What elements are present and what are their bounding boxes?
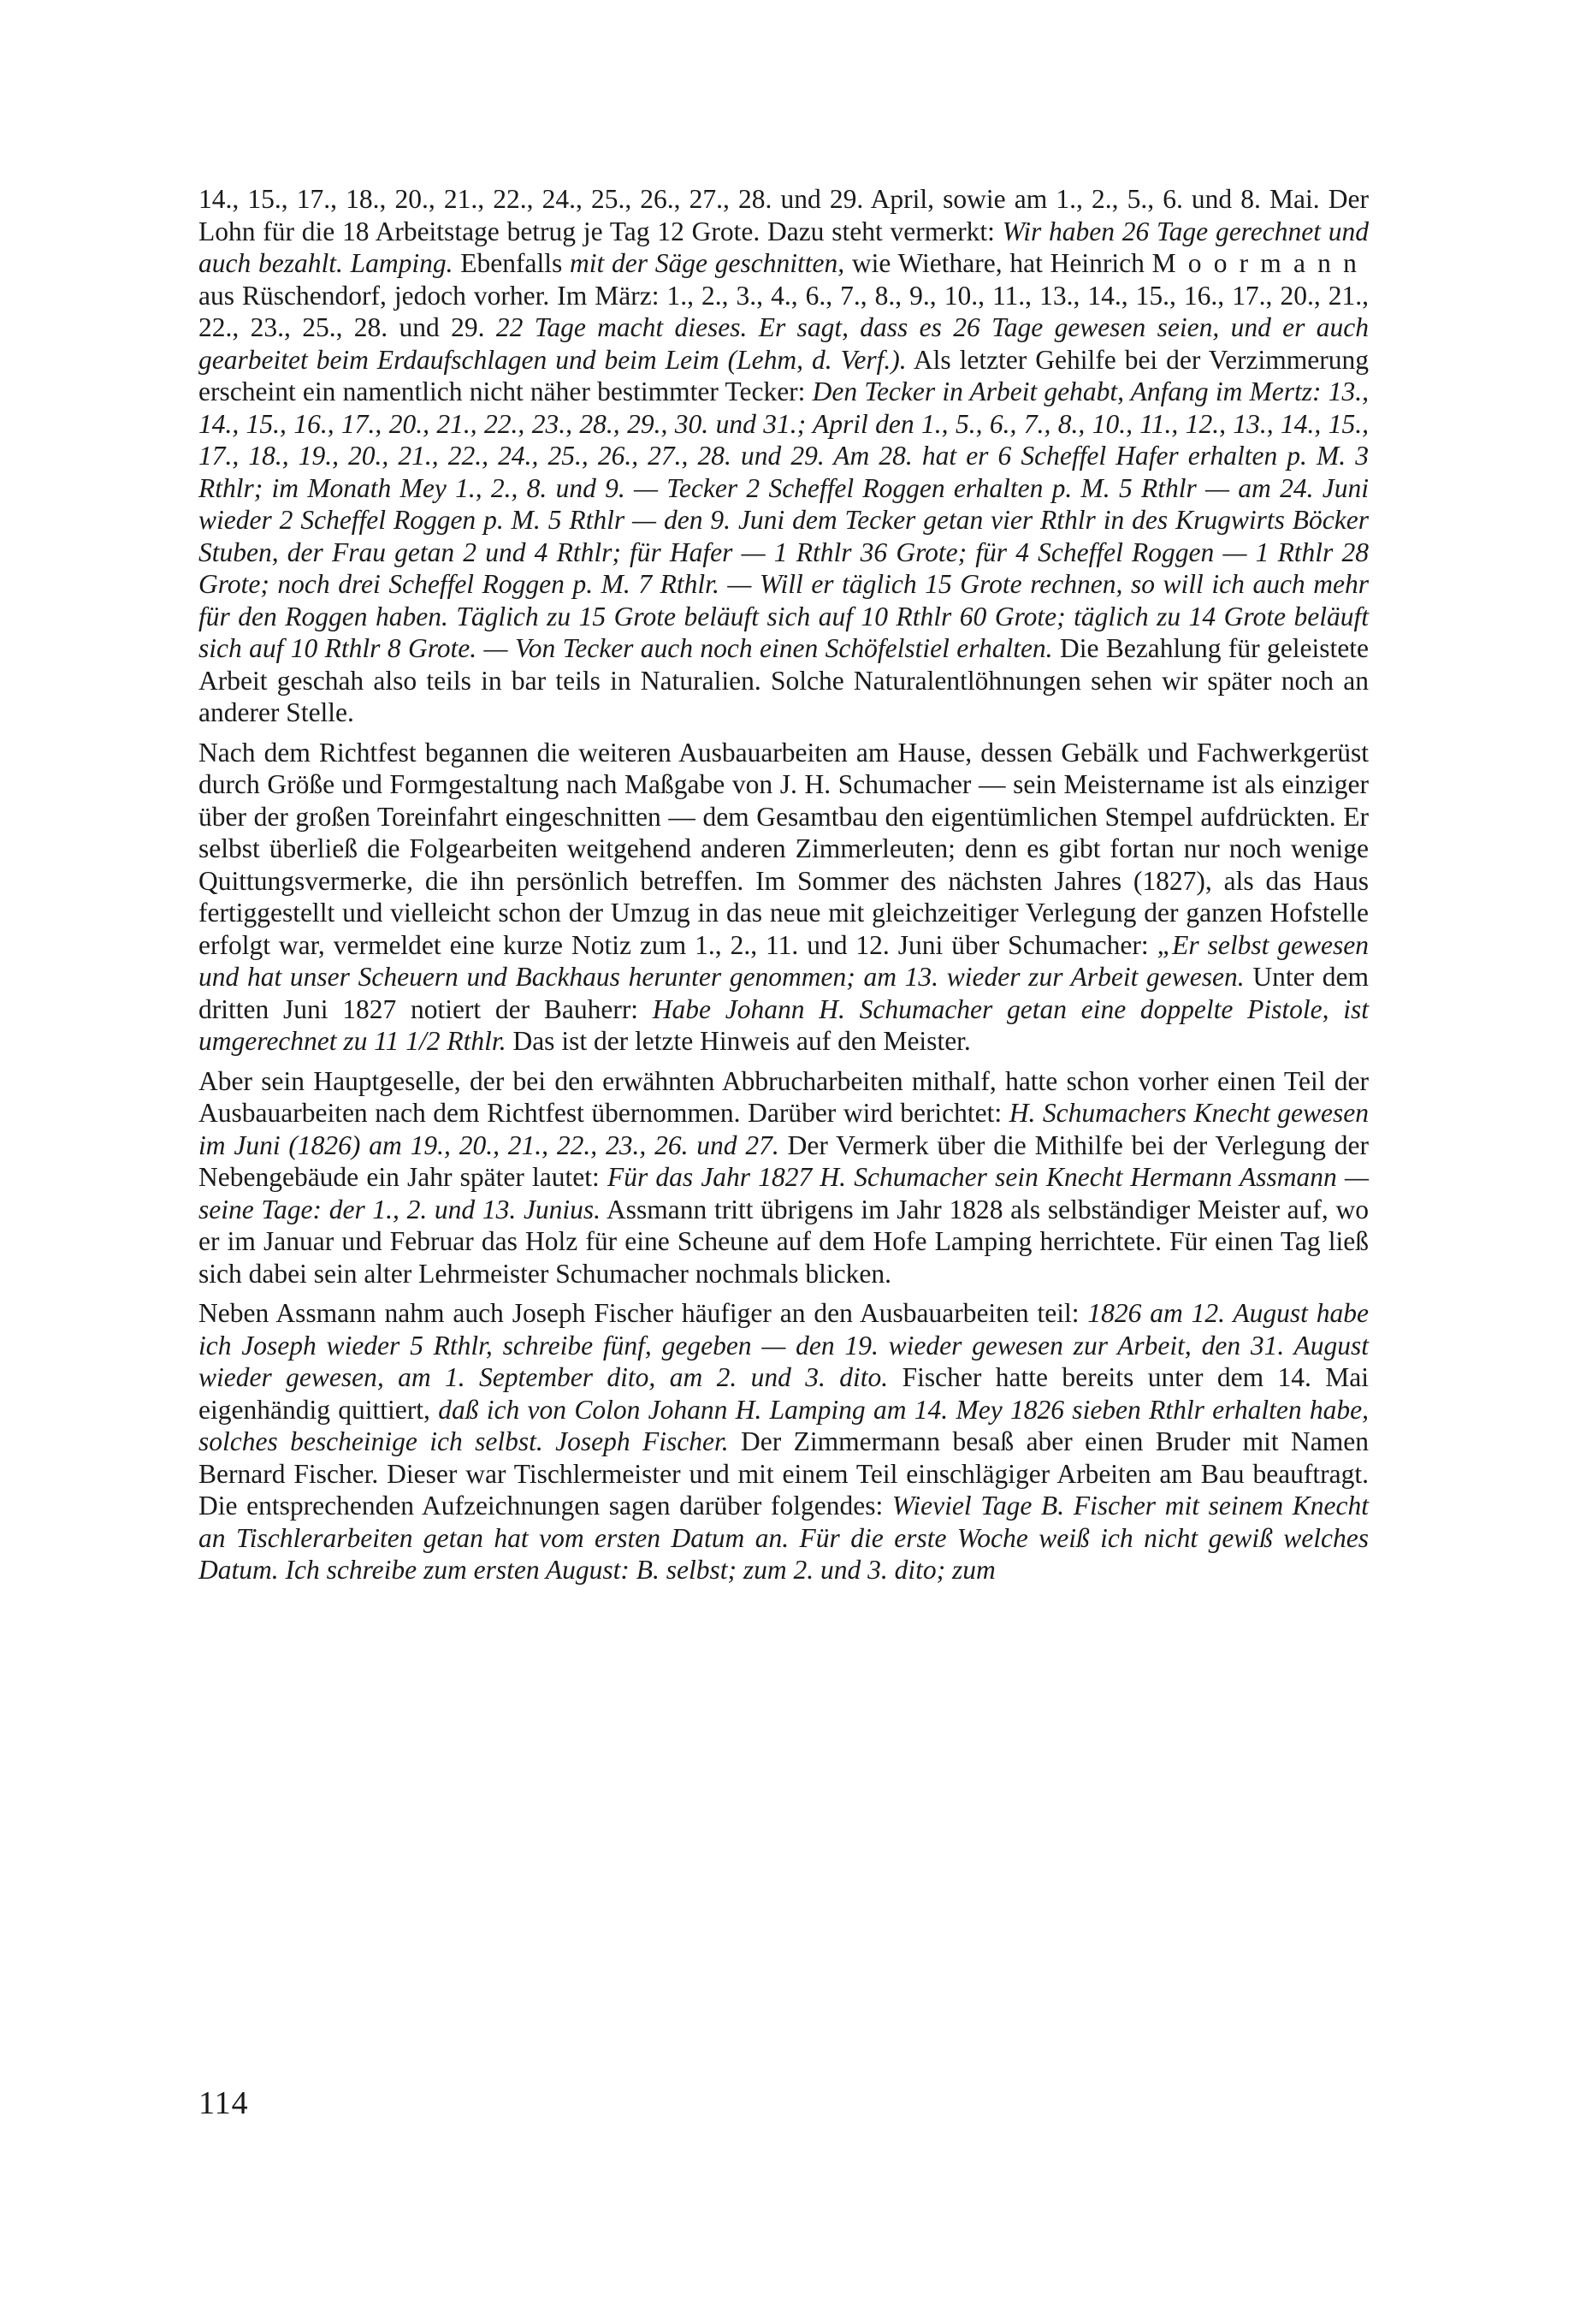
text-segment: Das ist der letzte Hinweis auf den Meister. <box>506 1026 971 1056</box>
italic-quote: „Er selbst gewesen und hat unser Scheuern und Backhaus herunter genommen; am 13. wieder zur Arbeit gewesen. <box>198 929 1370 992</box>
text-segment: Neben Assmann nahm auch Joseph Fischer häufiger an den Ausbauarbeiten teil: <box>198 1298 1088 1328</box>
text-segment: Assmann tritt übrigens im Jahr 1828 als selbständiger Meister auf, wo er im Januar und Februar das Holz für eine Scheune auf dem Hofe Lamping herrichtete. Für einen Tag ließ sich dabei sein alter Lehrmeister Schumacher nochmals blicken. <box>198 1194 1369 1289</box>
paragraph-2 <box>198 737 1369 1058</box>
italic-quote: Wieviel Tage B. Fischer mit seinem Knecht an Tischlerarbeiten getan hat vom ersten Datum an. Für die erste Woche weiß ich nicht gewiß welches Datum. Ich schreibe zum ersten August: B. selbst; zum 2. und 3. dito; zum <box>198 1491 1369 1585</box>
text-segment: Die Bezahlung für geleistete Arbeit geschah also teils in bar teils in Naturalien. Solche Naturalentlöhnungen sehen wir später noch an anderer Stelle. <box>198 633 1369 727</box>
spaced-name: Moormann <box>1151 248 1369 278</box>
text-segment: Nach dem Richtfest begannen die weiteren Ausbauarbeiten am Hause, dessen Gebälk und Fachwerkgerüst durch Größe und Formgestaltung nach Maßgabe von J. H. Schumacher — sein Meistername ist als einziger über der großen Toreinfahrt eingeschnitten — dem Gesamtbau den eigentümlichen Stempel aufdrückten. Er selbst überließ die Folgearbeiten weitgehend anderen Zimmerleuten; denn es gibt fortan nur noch wenige Quittungsvermerke, die ihn persönlich betreffen. Im Sommer des nächsten Jahres (1827), als das Haus fertiggestellt und vielleicht schon der Umzug in das neue mit gleichzeitiger Verlegung der ganzen Hofstelle erfolgt war, vermeldet eine kurze Notiz zum 1., 2., 11. und 12. Juni über Schumacher: <box>198 737 1369 960</box>
text-segment: Unter dem dritten Juni 1827 notiert der Bauherr: <box>198 962 1369 1024</box>
page-number: 114 <box>198 2085 249 2121</box>
italic-quote: Für das Jahr 1827 H. Schumacher sein Knecht Hermann Assmann — seine Tage: der 1., 2. und 13. Junius. <box>198 1162 1369 1224</box>
italic-quote: daß ich von Colon Johann H. Lamping am 14. Mey 1826 sieben Rthlr erhalten habe, solches bescheinige ich selbst. Joseph Fischer. <box>198 1394 1369 1456</box>
italic-quote: 22 Tage macht dieses. Er sagt, dass es 26 Tage gewesen seien, und er auch gearbeitet beim Erdaufschlagen und beim Leim (Lehm, d. Verf.). <box>198 312 1369 375</box>
paragraph-4 <box>198 1297 1369 1586</box>
text-segment: Aber sein Hauptgeselle, der bei den erwähnten Abbrucharbeiten mithalf, hatte schon vorher einen Teil der Ausbauarbeiten nach dem Richtfest übernommen. Darüber wird berichtet: <box>198 1065 1369 1128</box>
text-segment: Fischer hatte bereits unter dem 14. Mai eigenhändig quittiert, <box>198 1362 1369 1425</box>
text-segment: Der Vermerk über die Mithilfe bei der Verlegung der Nebengebäude ein Jahr später lautet: <box>198 1129 1370 1192</box>
text-segment: wie Wiethare, hat Heinrich <box>844 248 1152 278</box>
italic-quote: Den Tecker in Arbeit gehabt, Anfang im Mertz: 13., 14., 15., 16., 17., 20., 21., 22., 23., 28., 29., 30. und 31.; April den 1., 5., 6., 7., 8., 10., 11., 12., 13., 14., 15., 17., 18., 19., 20., 21., 22., 24., 25., 26., 27., 28. und 29. Am 28. hat er 6 Scheffel Hafer erhalten p. M. 3 Rthlr; im Monath Mey 1., 2., 8. und 9. — Tecker 2 Scheffel Roggen erhalten p. M. 5 Rthlr — am 24. Juni wieder 2 Scheffel Roggen p. M. 5 Rthlr — den 9. Juni dem Tecker getan vier Rthlr in des Krugwirts Böcker Stuben, der Frau getan 2 und 4 Rthlr; für Hafer — 1 Rthlr 36 Grote; für 4 Scheffel Roggen — 1 Rthlr 28 Grote; noch drei Scheffel Roggen p. M. 7 Rthlr. — Will er täglich 15 Grote rechnen, so will ich auch mehr für den Roggen haben. Täglich zu 15 Grote beläuft sich auf 10 Rthlr 60 Grote; täglich zu 14 Grote beläuft sich auf 10 Rthlr 8 Grote. — Von Tecker auch noch einen Schöfelstiel erhalten. <box>198 376 1370 663</box>
text-segment: aus Rüschendorf, jedoch vorher. Im März: 1., 2., 3., 4., 6., 7., 8., 9., 10., 11., 13., 14., 15., 16., 17., 20., 21., 22., 23., 25., 28. und 29. <box>198 280 1369 342</box>
italic-quote: 1826 am 12. August habe ich Joseph wieder 5 Rthlr, schreibe fünf, gegeben — den 19. wieder gewesen zur Arbeit, den 31. August wieder gewesen, am 1. September dito, am 2. und 3. dito. <box>198 1298 1369 1392</box>
page-body <box>198 183 1369 1586</box>
italic-quote: mit der Säge geschnitten, <box>570 248 845 278</box>
paragraph-1 <box>198 183 1369 729</box>
paragraph-3 <box>198 1065 1369 1290</box>
italic-quote: Wir haben 26 Tage gerechnet und auch bezahlt. Lamping. <box>198 216 1369 278</box>
text-segment: 14., 15., 17., 18., 20., 21., 22., 24., 25., 26., 27., 28. und 29. April, sowie am 1., 2., 5., 6. und 8. Mai. Der Lohn für die 18 Arbeitstage betrug je Tag 12 Grote. Dazu steht vermerkt: <box>198 184 1369 246</box>
text-segment: Als letzter Gehilfe bei der Verzimmerung erscheint ein namentlich nicht näher bestimmter Tecker: <box>198 344 1369 406</box>
text-segment: Ebenfalls <box>453 248 571 278</box>
italic-quote: Habe Johann H. Schumacher getan eine doppelte Pistole, ist umgerechnet zu 11 1/2 Rthlr. <box>198 993 1369 1056</box>
text-segment: Der Zimmermann besaß aber einen Bruder mit Namen Bernard Fischer. Dieser war Tischlermeister und mit einem Teil einschlägiger Arbeiten am Bau beauftragt. Die entsprechenden Aufzeichnungen sagen darüber folgendes: <box>198 1426 1370 1521</box>
italic-quote: H. Schumachers Knecht gewesen im Juni (1826) am 19., 20., 21., 22., 23., 26. und 27. <box>198 1098 1369 1160</box>
